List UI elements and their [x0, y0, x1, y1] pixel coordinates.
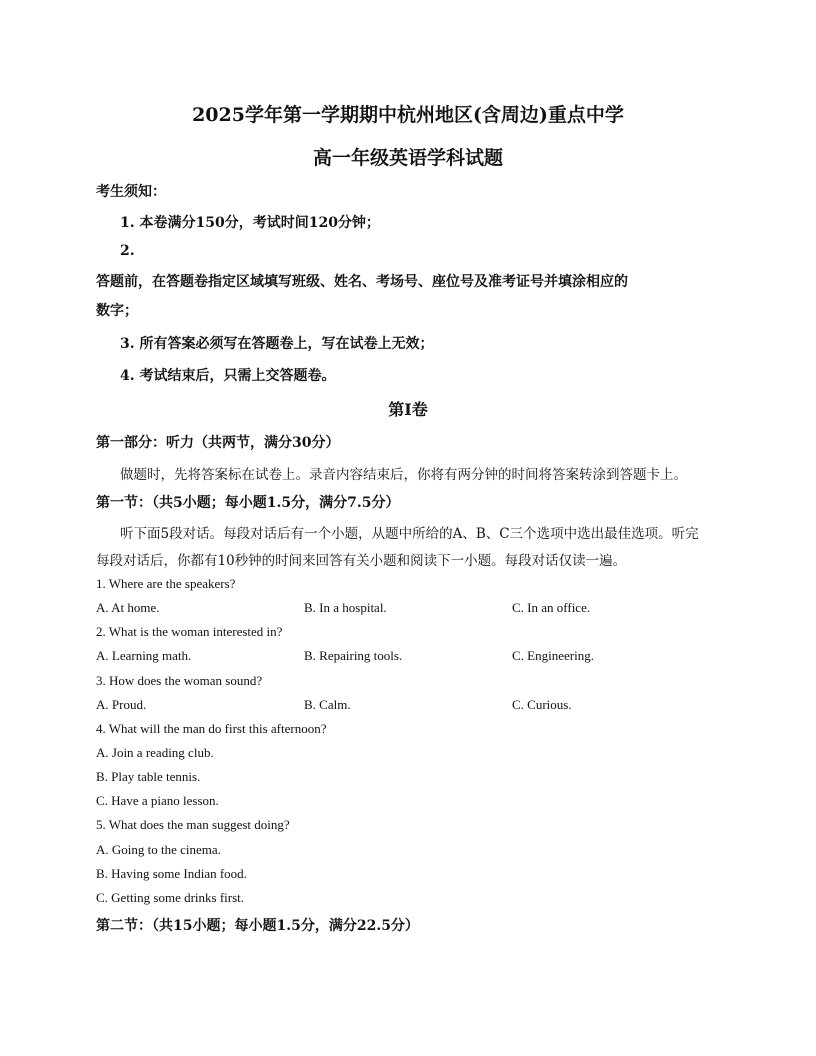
- notice-item-2-number: 2.: [120, 243, 135, 259]
- notice-item-2-line2: 数字；: [96, 303, 138, 319]
- volume-heading: 第Ⅰ卷: [388, 400, 428, 419]
- question-stem: 5. What does the man suggest doing?: [96, 817, 290, 832]
- option-a: A. Proud.: [96, 697, 147, 712]
- section1-instruction-line1: 听下面5段对话。每段对话后有一个小题，从题中所给的A、B、C三个选项中选出最佳选项。听完: [120, 526, 699, 542]
- notice-item-2-line1: 答题前，在答题卷指定区域填写班级、姓名、考场号、座位号及准考证号并填涂相应的: [96, 274, 628, 290]
- notice-item-3: 3. 所有答案必须写在答题卷上，写在试卷上无效；: [120, 336, 434, 352]
- section1-instruction-line2: 每段对话后，你都有10秒钟的时间来回答有关小题和阅读下一小题。每段对话仅读一遍。: [96, 553, 627, 569]
- notice-item-1: 1. 本卷满分150分，考试时间120分钟；: [120, 215, 380, 231]
- option-c: C. In an office.: [512, 600, 591, 615]
- option-b: B. Repairing tools.: [304, 648, 403, 663]
- part1-heading: 第一部分：听力（共两节，满分30分）: [96, 435, 340, 451]
- question-stem: 3. How does the woman sound?: [96, 673, 263, 688]
- option-a: A. Going to the cinema.: [96, 842, 221, 857]
- option-c: C. Curious.: [512, 697, 572, 712]
- part1-instruction: 做题时，先将答案标在试卷上。录音内容结束后，你将有两分钟的时间将答案转涂到答题卡上。: [120, 467, 687, 483]
- notice-item-4: 4. 考试结束后，只需上交答题卷。: [120, 368, 336, 384]
- option-a: A. At home.: [96, 600, 160, 615]
- option-c: C. Have a piano lesson.: [96, 793, 219, 808]
- option-c: C. Engineering.: [512, 648, 594, 663]
- option-a: A. Learning math.: [96, 648, 192, 663]
- section2-heading: 第二节：（共15小题；每小题1.5分，满分22.5分）: [96, 918, 419, 934]
- section1-heading: 第一节：（共5小题；每小题1.5分，满分7.5分）: [96, 495, 400, 511]
- question-stem: 1. Where are the speakers?: [96, 576, 236, 591]
- notice-heading: 考生须知：: [96, 184, 166, 200]
- option-b: B. Calm.: [304, 697, 351, 712]
- question-stem: 4. What will the man do first this afternoon?: [96, 721, 327, 736]
- option-b: B. Play table tennis.: [96, 769, 201, 784]
- option-a: A. Join a reading club.: [96, 745, 214, 760]
- option-c: C. Getting some drinks first.: [96, 890, 245, 905]
- exam-subtitle: 高一年级英语学科试题: [312, 147, 503, 169]
- option-b: B. In a hospital.: [304, 600, 387, 615]
- option-b: B. Having some Indian food.: [96, 866, 247, 881]
- exam-title: 2025学年第一学期期中杭州地区(含周边)重点中学: [192, 104, 624, 126]
- question-stem: 2. What is the woman interested in?: [96, 624, 283, 639]
